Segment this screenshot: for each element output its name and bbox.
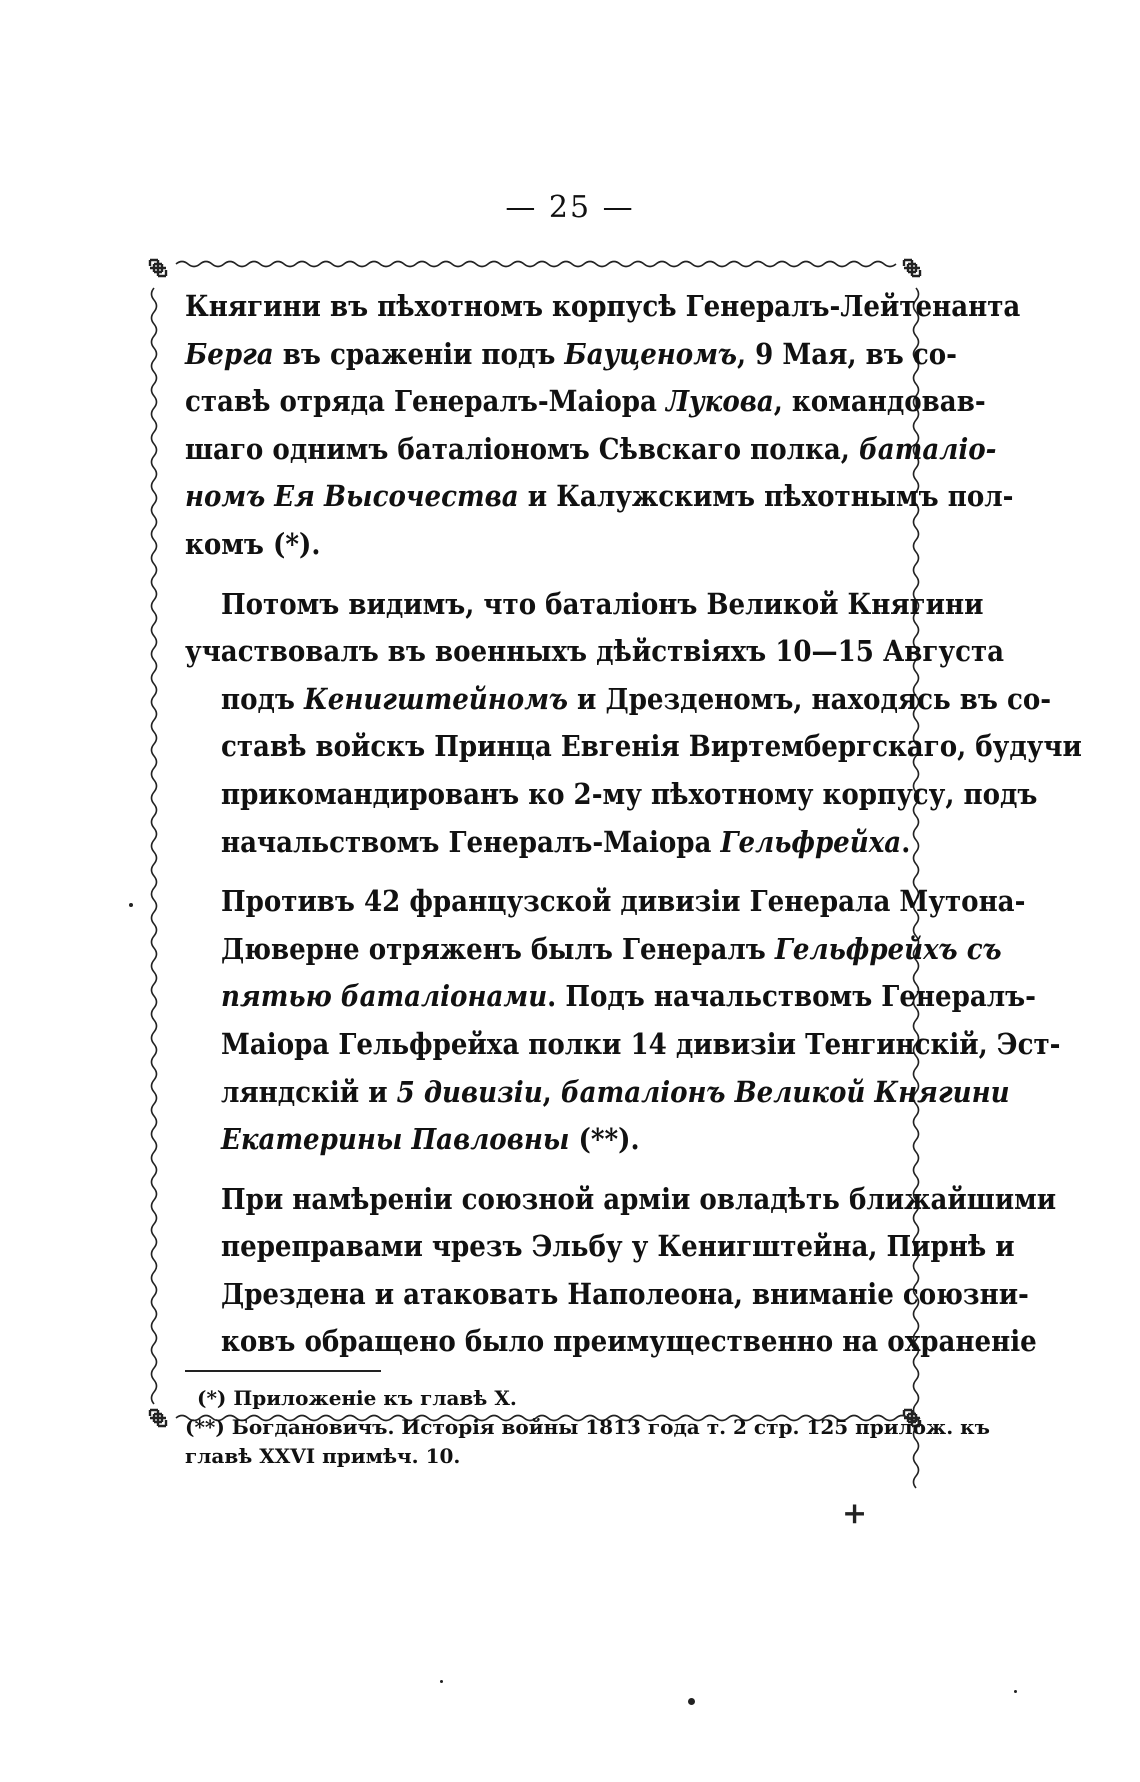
corner-ornament-top-left	[150, 260, 166, 276]
text-line: Берга въ сраженіи подъ Бауценомъ, 9 Мая, въ со-	[185, 336, 957, 371]
footnote-1: (*) Приложеніе къ главѣ X.	[197, 1386, 517, 1410]
corner-ornament-bottom-left	[150, 1410, 166, 1426]
text-line: пятью баталіонами. Подъ начальствомъ Генералъ-	[221, 979, 1036, 1014]
text-line: Дрездена и атаковать Наполеона, вниманіе союзни-	[221, 1276, 1029, 1311]
footnotes	[185, 1384, 990, 1471]
footnote-rule	[185, 1370, 381, 1372]
print-speck	[1014, 1690, 1017, 1693]
text-line: Екатерины Павловны (**).	[221, 1122, 640, 1157]
footnote-2-continuation: главѣ XXVI примѣч. 10.	[185, 1444, 461, 1468]
text-line: Дюверне отряженъ былъ Генералъ Гельфрейхъ съ	[221, 931, 1002, 966]
text-line: Княгини въ пѣхотномъ корпусѣ Генералъ-Лейтенанта	[185, 289, 1021, 323]
text-line: ляндскій и 5 дивизіи, баталіонъ Великой Княгини	[221, 1074, 1010, 1109]
body-text	[185, 283, 1082, 1366]
paragraph-1	[185, 283, 1021, 569]
paragraph-4	[185, 1176, 1057, 1366]
paragraph-2	[185, 581, 1082, 867]
text-line: участвовалъ въ военныхъ дѣйствіяхъ 10—15 Августа	[185, 634, 1005, 669]
text-line: начальствомъ Генералъ-Маіора Гельфрейха.	[221, 824, 911, 859]
text-line: Маіора Гельфрейха полки 14 дивизіи Тенгинскій, Эст-	[221, 1026, 1061, 1061]
footnote-2: (**) Богдановичъ. Исторія войны 1813 года т. 2 стр. 125 прилож. къ	[185, 1415, 990, 1439]
text-line: Противъ 42 французской дивизіи Генерала Мутона-	[221, 884, 1026, 919]
bottom-mark: +	[842, 1496, 868, 1531]
text-line: шаго однимъ баталіономъ Сѣвскаго полка, баталіо-	[185, 431, 997, 466]
print-speck	[129, 903, 133, 907]
print-speck	[440, 1680, 443, 1683]
text-line: номъ Ея Высочества и Калужскимъ пѣхотнымъ пол-	[185, 479, 1014, 514]
text-line: ставѣ отряда Генералъ-Маіора Лукова, командовав-	[185, 384, 986, 419]
text-line: ковъ обращено было преимущественно на охраненіе	[221, 1324, 1037, 1359]
corner-ornament-top-right	[904, 260, 920, 276]
text-line: прикомандированъ ко 2-му пѣхотному корпусу, подъ	[221, 776, 1038, 811]
text-line: Потомъ видимъ, что баталіонъ Великой Княгини	[221, 586, 984, 621]
text-line: ставѣ войскъ Принца Евгенія Виртембергскаго, будучи	[221, 729, 1082, 764]
text-line: комъ (*).	[185, 526, 321, 561]
text-line: переправами чрезъ Эльбу у Кенигштейна, Пирнѣ и	[221, 1229, 1015, 1264]
text-line: При намѣреніи союзной арміи овладѣть ближайшими	[221, 1181, 1057, 1216]
page-number: — 25 —	[505, 190, 635, 225]
paragraph-3	[185, 878, 1061, 1164]
text-line: подъ Кенигштейномъ и Дрезденомъ, находясь въ со-	[221, 681, 1052, 716]
print-speck	[688, 1698, 695, 1705]
